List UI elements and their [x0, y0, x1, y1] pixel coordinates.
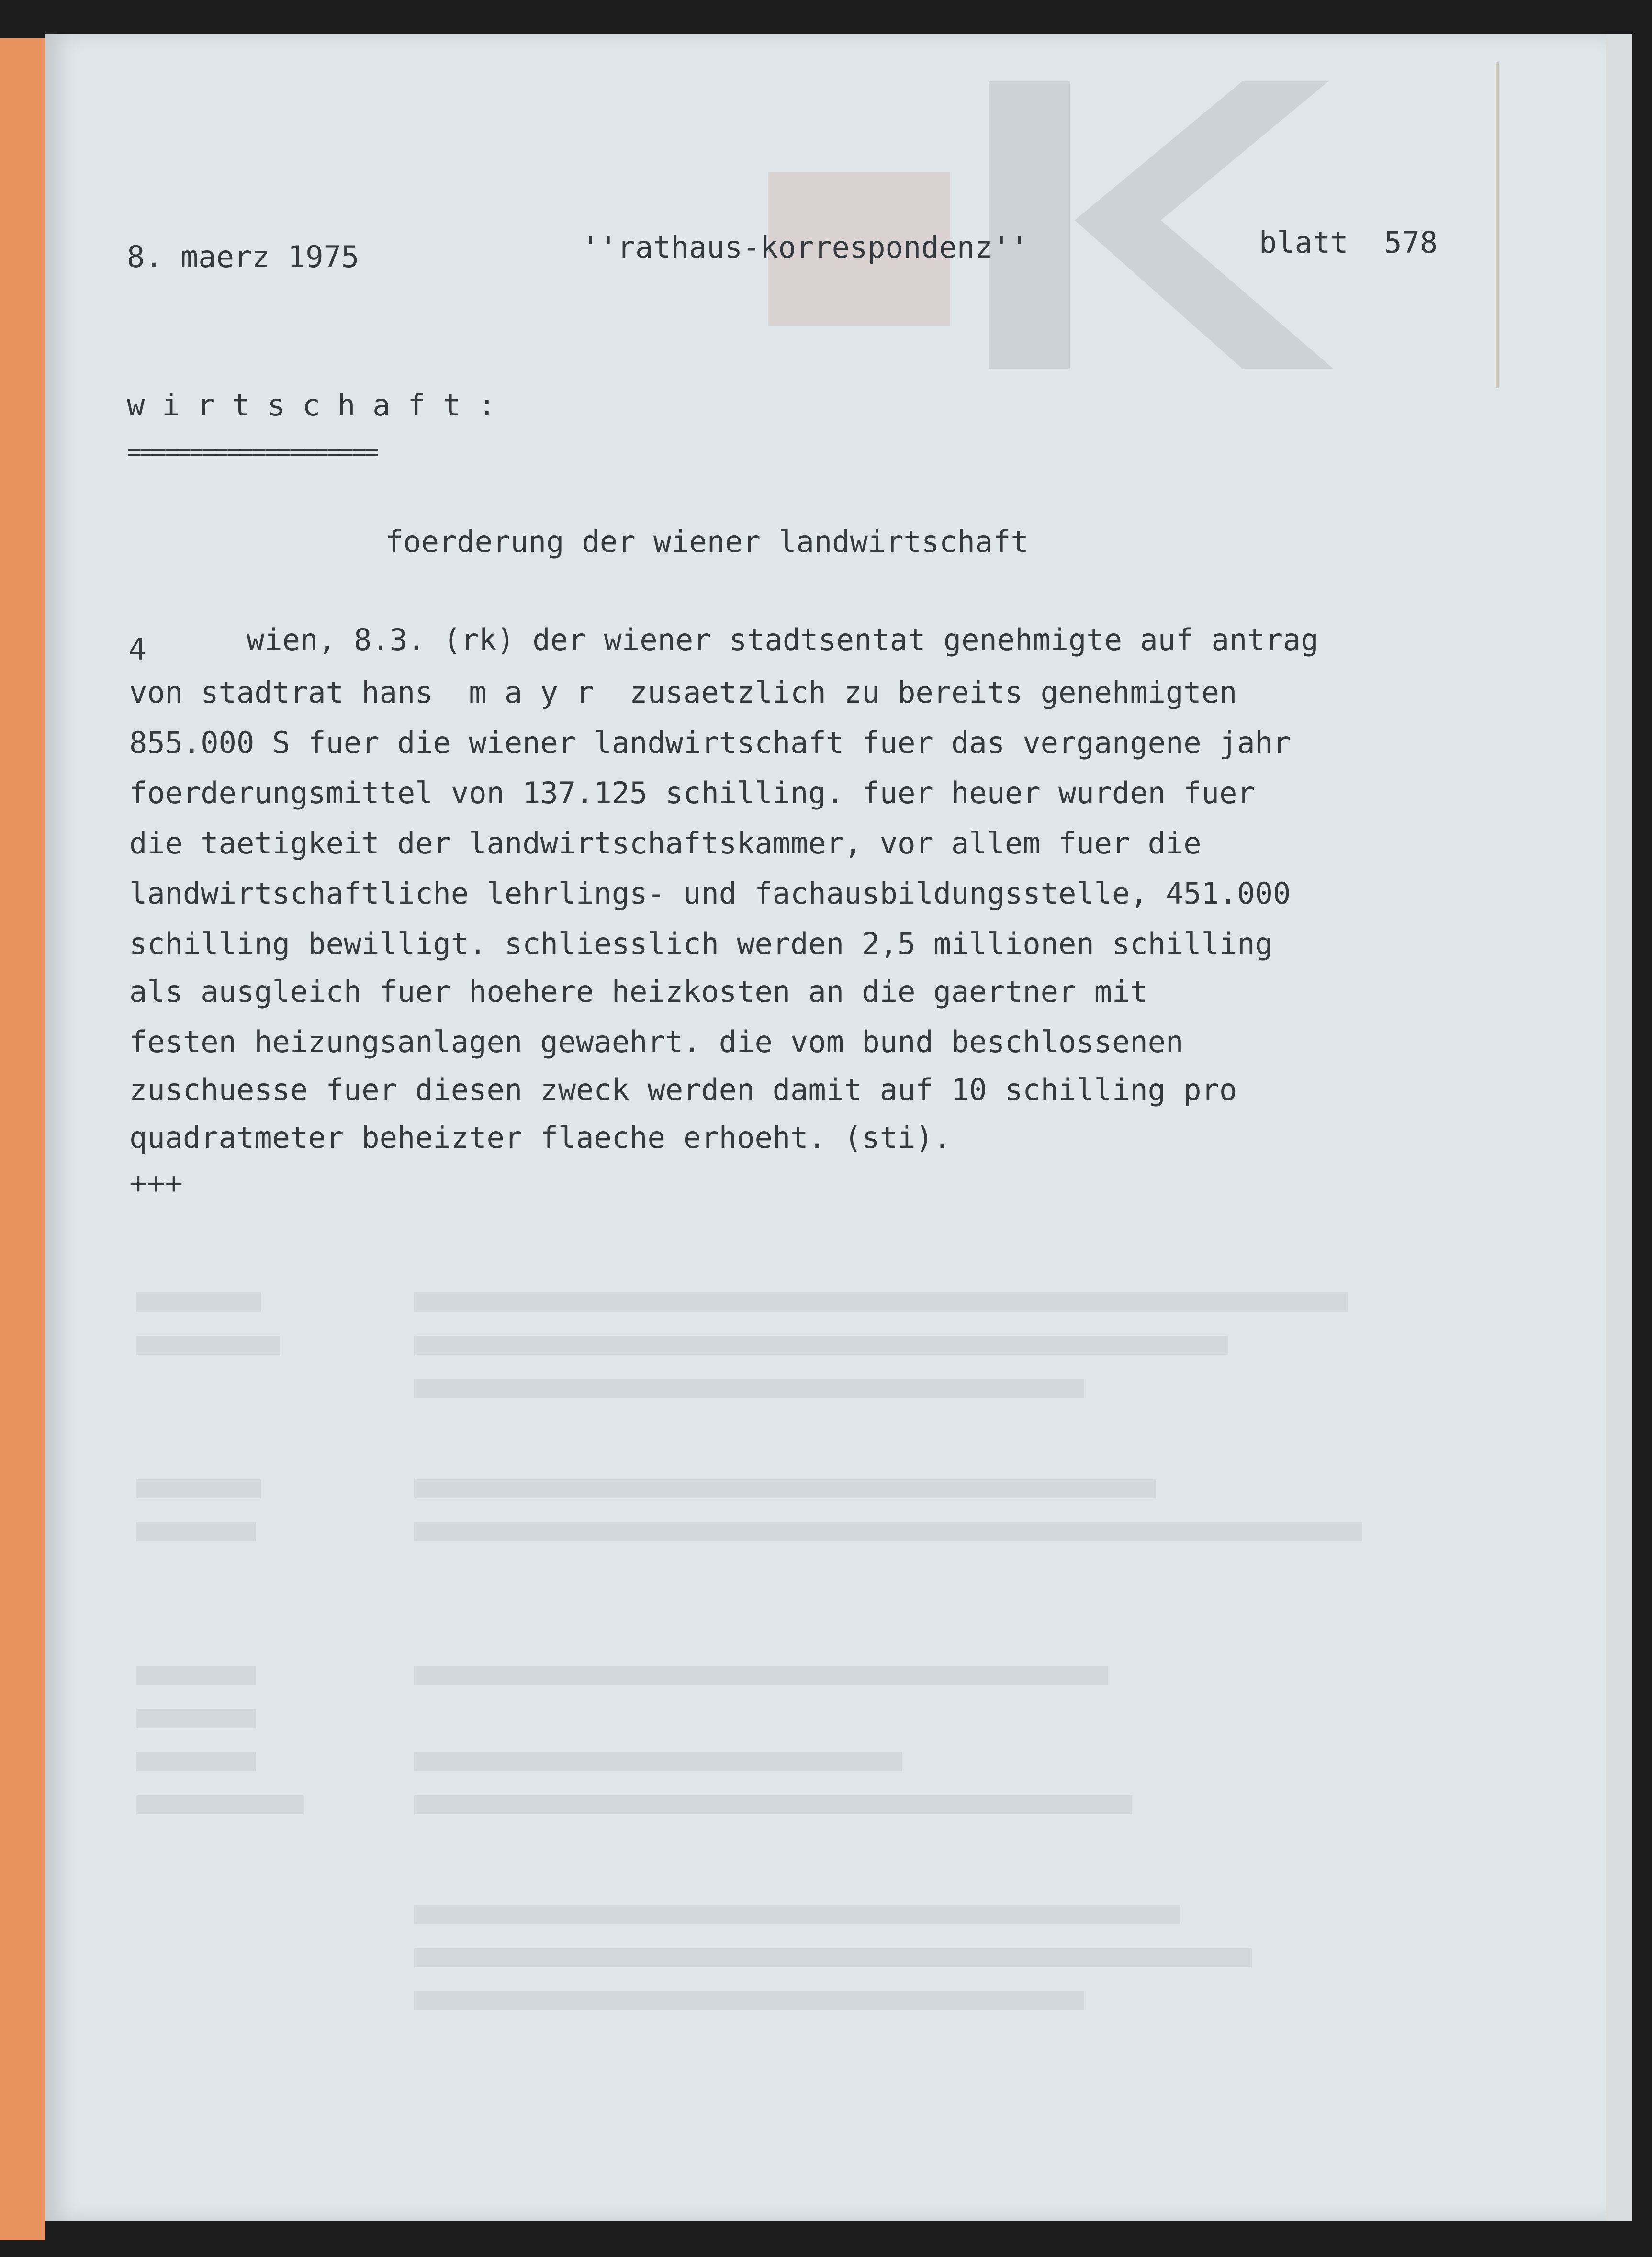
article-line: quadratmeter beheizter flaeche erhoeht. (sti).	[129, 1120, 952, 1155]
article-line: 855.000 S fuer die wiener landwirtschaft fuer das vergangene jahr	[129, 725, 1291, 760]
orange-cover-edge	[0, 38, 45, 2240]
article-line: von stadtrat hans m a y r zusaetzlich zu bereits genehmigten	[129, 675, 1237, 710]
article-line: foerderungsmittel von 137.125 schilling. fuer heuer wurden fuer	[129, 775, 1255, 810]
section-heading: wirtschaft:	[127, 388, 513, 423]
article-number: 4	[128, 632, 146, 667]
article-line: als ausgleich fuer hoehere heizkosten an die gaertner mit	[129, 974, 1148, 1009]
document-date: 8. maerz 1975	[127, 239, 360, 274]
sheet-number: blatt 578	[1259, 225, 1438, 260]
publication-title: ''rathaus-korrespondenz''	[582, 230, 1029, 265]
article-line: festen heizungsanlagen gewaehrt. die vom bund beschlossenen	[129, 1024, 1184, 1059]
article-line: wien, 8.3. (rk) der wiener stadtsentat genehmigte auf antrag	[247, 622, 1319, 657]
section-underline: ====================	[127, 438, 377, 466]
article-line: die taetigkeit der landwirtschaftskammer, vor allem fuer die	[129, 826, 1202, 861]
fold-line	[1496, 62, 1499, 388]
bleed-through-text	[136, 1235, 1525, 2049]
article-headline: foerderung der wiener landwirtschaft	[385, 524, 1029, 559]
end-mark: +++	[129, 1166, 183, 1201]
bleed-through-lines	[136, 1235, 1525, 2049]
article-line: landwirtschaftliche lehrlings- und fachausbildungsstelle, 451.000	[129, 876, 1291, 911]
article-line: zuschuesse fuer diesen zweck werden damit auf 10 schilling pro	[129, 1072, 1237, 1107]
article-line: schilling bewilligt. schliesslich werden 2,5 millionen schilling	[129, 926, 1273, 961]
